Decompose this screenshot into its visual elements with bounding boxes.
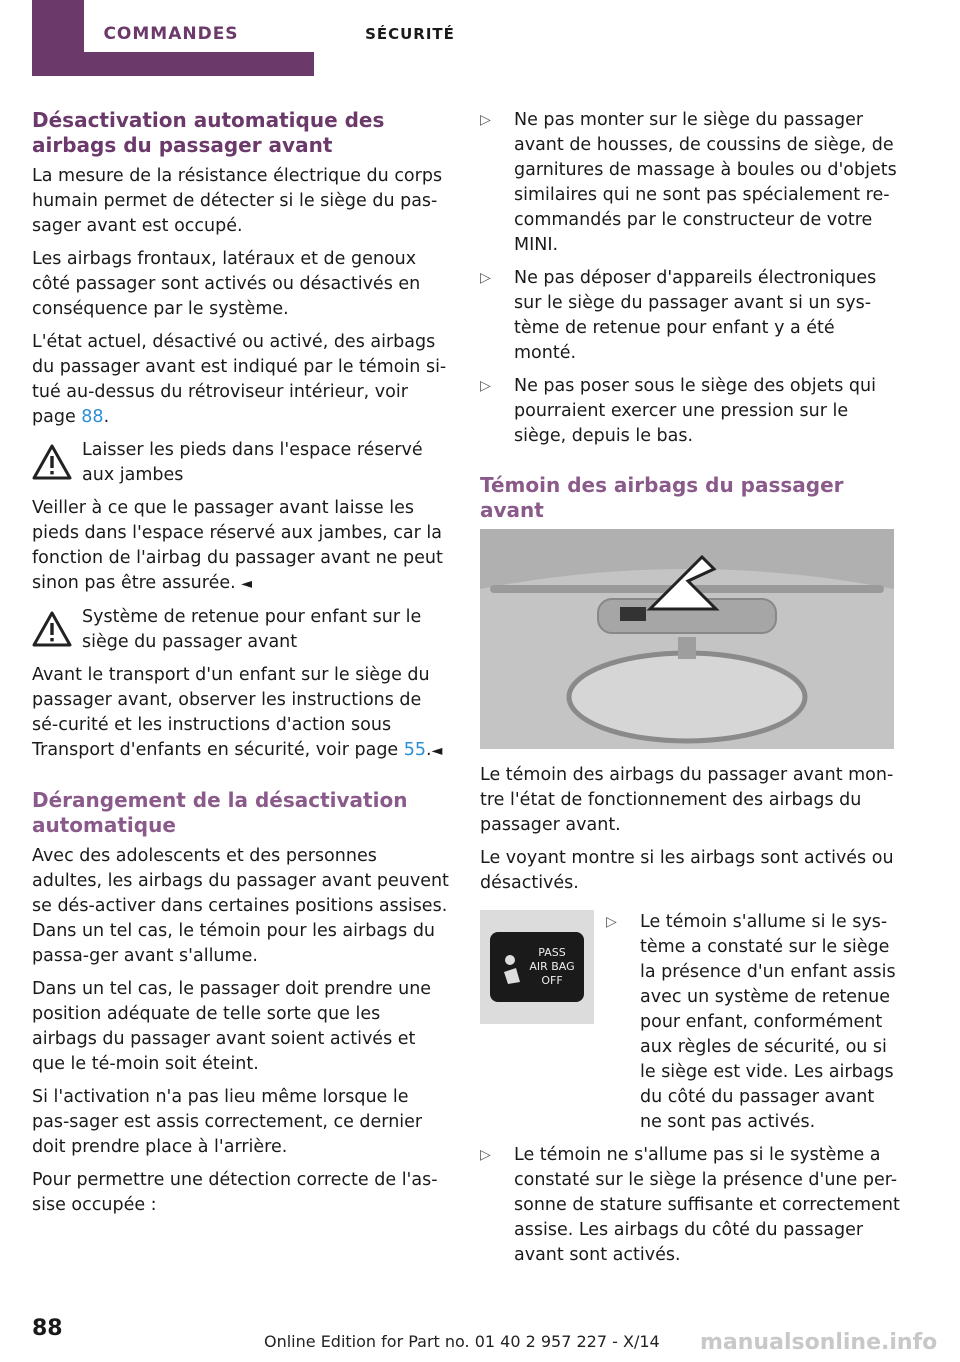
triangle-bullet-icon: ▷ (480, 378, 491, 394)
triangle-bullet-icon: ▷ (606, 914, 617, 930)
warning-child-seat (32, 605, 450, 655)
warning-feet (32, 438, 450, 488)
warning-triangle-icon (32, 611, 72, 647)
paragraph: Veiller à ce que le passager avant laisse les pieds dans l'espace réservé aux jambes, car la fonction de l'airbag du passager avant ne peut sinon pas être assurée. ◄ (32, 498, 443, 593)
page-link-55[interactable]: 55 (403, 740, 427, 760)
list-item: ▷ Ne pas poser sous le siège des objets qui pourraient exercer une pression sur le siège, depuis le bas. (480, 376, 876, 446)
tab-securite[interactable]: SÉCURITÉ (365, 25, 455, 43)
warning-triangle-icon (32, 444, 72, 480)
section-heading-malfunction: Dérangement de la désactivation automatique (32, 788, 408, 837)
svg-text:PASS: PASS (538, 946, 566, 959)
paragraph: La mesure de la résistance électrique du corps humain permet de détecter si le siège du pas-sager avant est occupé. (32, 166, 443, 236)
indicator-block (480, 910, 900, 1143)
triangle-bullet-icon: ▷ (480, 270, 491, 286)
list-item: ▷ Ne pas monter sur le siège du passager avant de housses, de coussins de siège, de garnitures de massage à boules ou d'objets similaires qui ne sont pas spécialement re-commandés par le constructeur de votre MINI. (480, 110, 897, 255)
warning-title: Système de retenue pour enfant sur le siège du passager avant (82, 607, 422, 652)
page-number: 88 (32, 1316, 63, 1341)
section-heading-indicator: Témoin des airbags du passager avant (480, 473, 844, 522)
pass-airbag-off-indicator (480, 910, 594, 1024)
left-column (32, 108, 450, 1226)
triangle-bullet-icon: ▷ (480, 1147, 491, 1163)
warning-title: Laisser les pieds dans l'espace réservé aux jambes (82, 440, 423, 485)
end-mark-icon: ◄ (241, 576, 253, 592)
right-column (480, 108, 900, 1276)
section-heading-auto-deactivation: Désactivation automatique des airbags du passager avant (32, 108, 385, 157)
list-item: ▷ Ne pas déposer d'appareils électroniques sur le siège du passager avant si un sys-tème de retenue pour enfant y a été monté. (480, 268, 877, 363)
paragraph: Le témoin des airbags du passager avant mon-tre l'état de fonctionnement des airbags du passager avant. (480, 765, 894, 835)
tab-commandes-label: COMMANDES (103, 24, 239, 44)
svg-text:OFF: OFF (541, 974, 563, 987)
paragraph: Les airbags frontaux, latéraux et de genoux côté passager sont activés ou désactivés en conséquence par le système. (32, 249, 421, 319)
overhead-console-photo (480, 529, 894, 749)
paragraph: Avec des adolescents et des personnes adultes, les airbags du passager avant peuvent se dés-activer dans certaines positions assises. Dans un tel cas, le témoin pour les airbags du passa-ger avant s'allume. (32, 846, 449, 966)
paragraph: Dans un tel cas, le passager doit prendre une position adéquate de telle sorte que les airbags du passager avant soient activés et que le té-moin soit éteint. (32, 979, 432, 1074)
end-mark-icon: ◄ (431, 743, 443, 759)
paragraph: L'état actuel, désactivé ou activé, des airbags du passager avant est indiqué par le témoin si-tué au-dessus du rétroviseur intérieur, voir page 88. (32, 332, 447, 427)
paragraph: Pour permettre une détection correcte de l'as-sise occupée : (32, 1170, 438, 1215)
page-link-88[interactable]: 88 (81, 407, 104, 427)
paragraph: Si l'activation n'a pas lieu même lorsque le pas-sager est assis correctement, ce dernier doit prendre place à l'arrière. (32, 1087, 423, 1157)
paragraph: Le voyant montre si les airbags sont activés ou désactivés. (480, 848, 894, 893)
triangle-bullet-icon: ▷ (480, 112, 491, 128)
header-bar (0, 0, 960, 76)
edition-note: Online Edition for Part no. 01 40 2 957 227 - X/14 (264, 1332, 660, 1351)
indicator-description (606, 910, 900, 1143)
list-item: ▷ Le témoin ne s'allume pas si le système a constaté sur le siège la présence d'une per-sonne de stature suffisante et correctement assise. Les airbags du côté du passager avant sont activés. (480, 1145, 900, 1265)
svg-text:AIR BAG: AIR BAG (529, 960, 575, 973)
paragraph: Avant le transport d'un enfant sur le siège du passager avant, observer les instructions de sé-curité et les instructions d'action sous Transport d'enfants en sécurité, voir page 55.◄ (32, 665, 443, 760)
list-item: ▷ Le témoin s'allume si le sys-tème a constaté sur le siège la présence d'un enfant assis avec un système de retenue pour enfant, conformément aux règles de sécurité, ou si le siège est vide. Les airbags du côté du passager avant ne sont pas activés. (606, 912, 896, 1132)
watermark: manualsonline.info (700, 1330, 938, 1355)
